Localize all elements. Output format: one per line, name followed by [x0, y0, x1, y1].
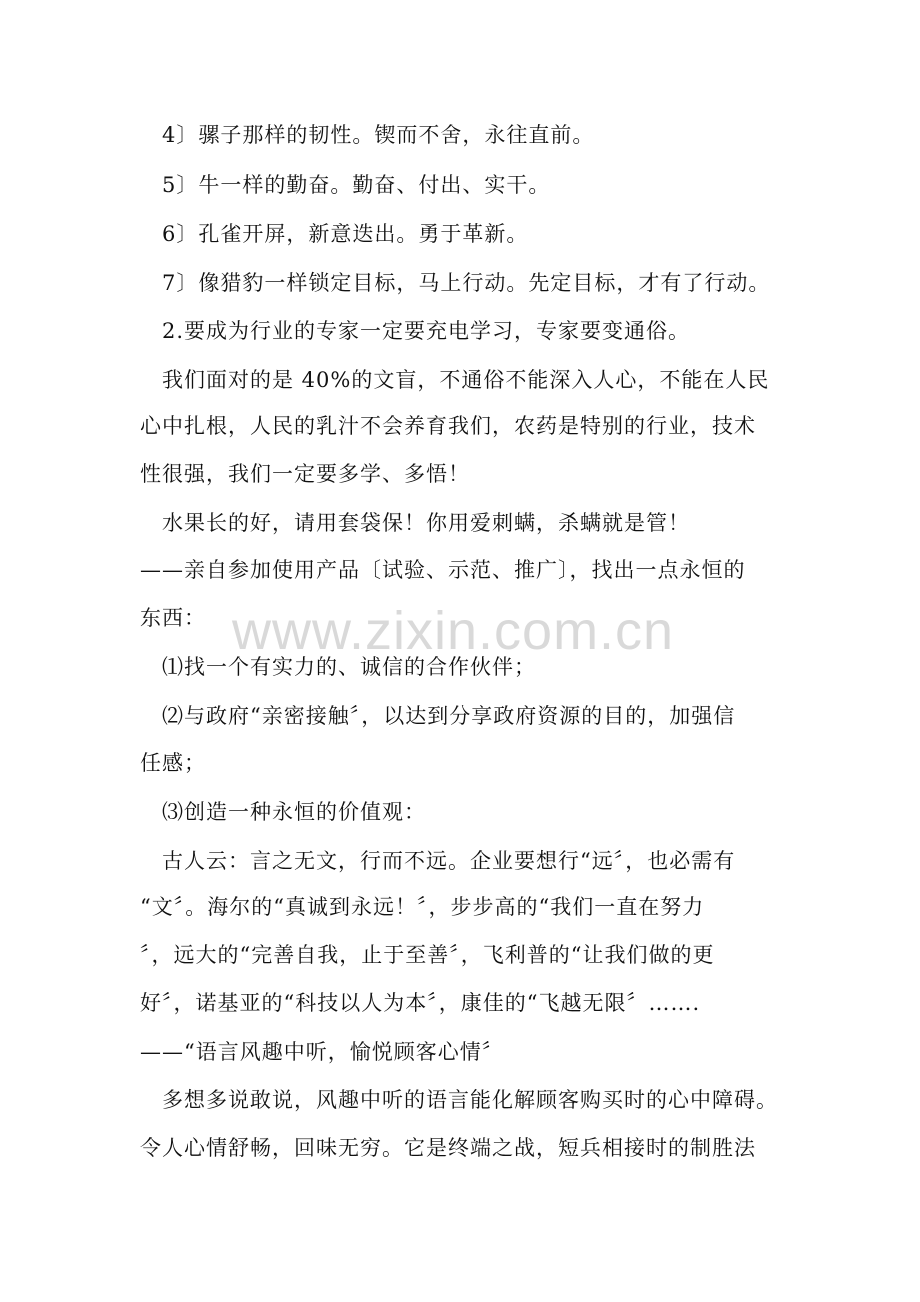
watermark-text: www.zixin.com.cn — [232, 601, 675, 661]
paragraph-line: 心中扎根，人民的乳汁不会养育我们，农药是特别的行业，技术 — [140, 414, 756, 438]
item-7-line: 7〕像猎豹一样锁定目标，马上行动。先定目标，才有了行动。 — [162, 271, 771, 295]
paragraph-line: 令人心情舒畅，回味无穷。它是终端之战，短兵相接时的制胜法 — [140, 1136, 756, 1160]
paragraph-line: 我们面对的是 40%的文盲，不通俗不能深入人心，不能在人民 — [162, 368, 770, 392]
list-item: 任感； — [140, 751, 206, 775]
subheading-line: ——亲自参加使用产品〔试验、示范、推广〕，找出一点永恒的 — [140, 558, 746, 582]
paragraph-line: 好〞，诺基亚的“科技以人为本〞，康佳的“飞越无限〞……. — [140, 991, 701, 1015]
list-item: ⑶创造一种永恒的价值观： — [162, 800, 426, 824]
paragraph-line: 性很强，我们一定要多学、多悟！ — [140, 462, 470, 486]
item-4-line: 4〕骡子那样的韧性。锲而不舍，永往直前。 — [162, 123, 595, 147]
paragraph-line: 多想多说敢说，风趣中听的语言能化解顾客购买时的心中障碍。 — [162, 1088, 778, 1112]
item-5-line: 5〕牛一样的勤奋。勤奋、付出、实干。 — [162, 173, 551, 197]
list-item: ⑵与政府“亲密接触〞，以达到分享政府资源的目的，加强信 — [162, 704, 736, 728]
subheading-line: ——“语言风趣中听，愉悦顾客心情〞 — [140, 1040, 504, 1064]
paragraph-line: 水果长的好，请用套袋保！你用爱刺螨，杀螨就是管！ — [162, 511, 690, 535]
paragraph-line: “文〞。海尔的“真诚到永远！〞，步步高的“我们一直在努力 — [140, 895, 705, 919]
section-2-heading: 2.要成为行业的专家一定要充电学习，专家要变通俗。 — [162, 319, 691, 343]
paragraph-line: 古人云：言之无文，行而不远。企业要想行“远〞，也必需有 — [162, 849, 736, 873]
paragraph-line: 〞，远大的“完善自我，止于至善〞，飞利普的“让我们做的更 — [140, 943, 715, 967]
list-item: ⑴找一个有实力的、诚信的合作伙伴； — [162, 655, 536, 679]
item-6-line: 6〕孔雀开屏，新意迭出。勇于革新。 — [162, 222, 529, 246]
subheading-line: 东西： — [140, 606, 206, 630]
